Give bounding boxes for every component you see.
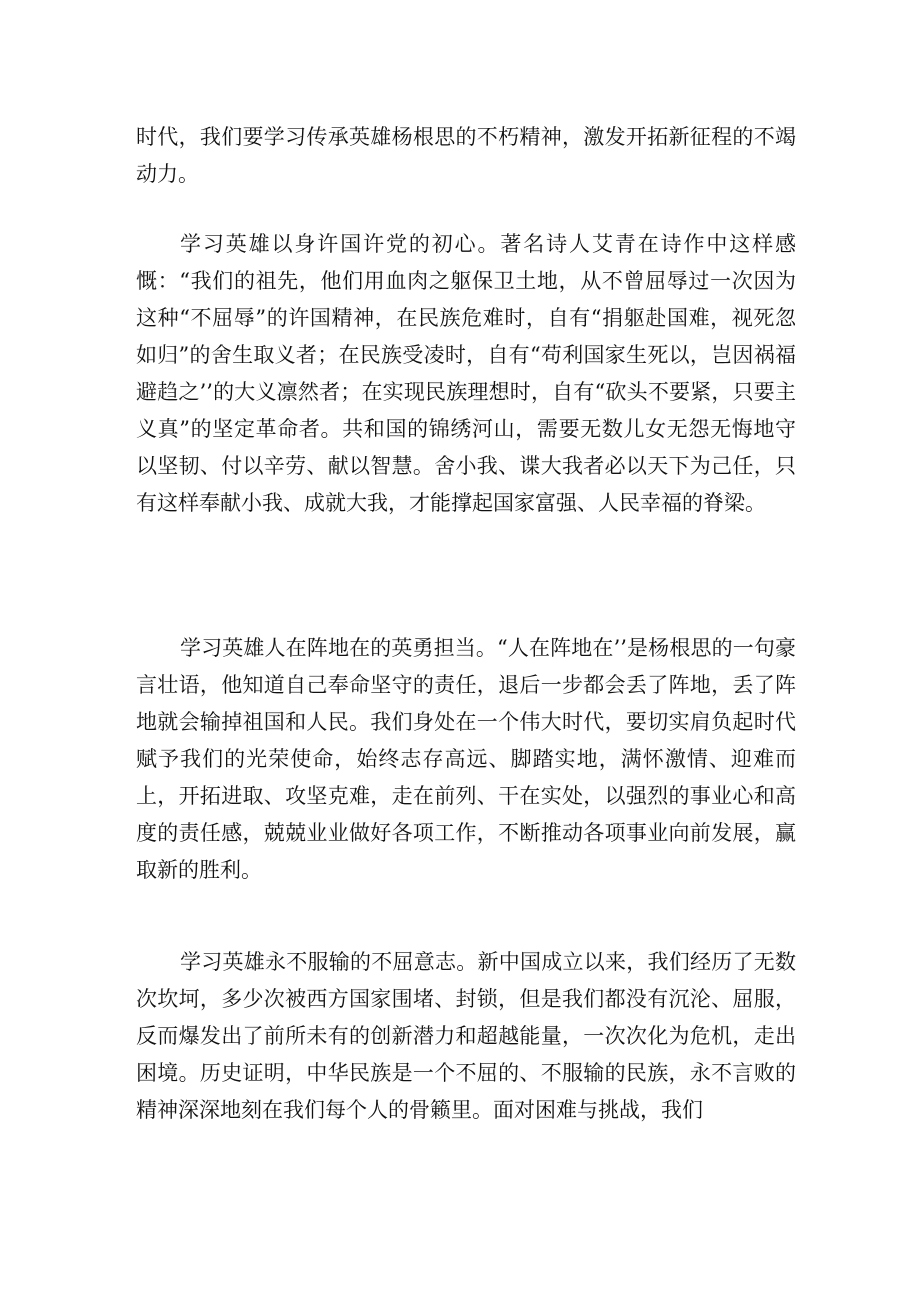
paragraph-unyielding-will: 学习英雄永不服输的不屈意志。新中国成立以来，我们经历了无数次坎坷，多少次被西方国家围堵、封锁，但是我们都没有沉沦、屈服，反而爆发出了前所未有的创新潜力和超越能量，一次次化为危机，走出困境。历史证明，中华民族是一个不屈的、不服输的民族，永不言败的精神深深地刻在我们每个人的骨籁里。面对困难与挑战，我们	[136, 950, 796, 1122]
paragraph-heroic-responsibility: 学习英雄人在阵地在的英勇担当。“人在阵地在’’是杨根思的一句豪言壮语，他知道自己奉命坚守的责任，退后一步都会丢了阵地，丢了阵地就会输掉祖国和人民。我们身处在一个伟大时代，要切实肩负起时代赋予我们的光荣使命，始终志存高远、脚踏实地，满怀激情、迎难而上，开拓进取、攻坚克难，走在前列、干在实处，以强烈的事业心和高度的责任感，兢兢业业做好各项工作，不断推动各项事业向前发展，赢取新的胜利。	[136, 636, 796, 882]
paragraph-continuation: 时代，我们要学习传承英雄杨根思的不朽精神，激发开拓新征程的不竭动力。	[136, 125, 796, 186]
paragraph-original-aspiration: 学习英雄以身许国许党的初心。著名诗人艾青在诗作中这样感慨：“我们的祖先，他们用血肉之躯保卫土地，从不曾屈辱过一次因为这种“不屈辱”的许国精神，在民族危难时，自有“捐躯赴国难，视死忽如归”的舍生取义者；在民族受凌时，自有“苟利国家生死以，岂因祸福避趋之’’的大义凛然者；在实现民族理想时，自有“砍头不要紧，只要主义真”的坚定革命者。共和国的锦绣河山，需要无数儿女无怨无悔地守以坚韧、付以辛劳、献以智慧。舍小我、谍大我者必以天下为己任，只有这样奉献小我、成就大我，才能撑起国家富强、人民幸福的脊梁。	[136, 232, 796, 515]
